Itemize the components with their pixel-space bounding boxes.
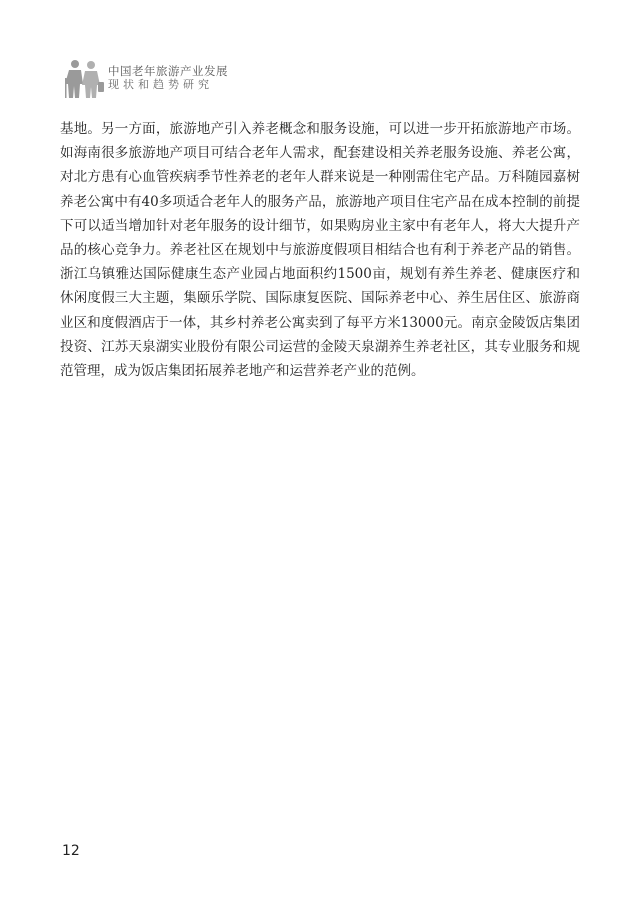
elderly-couple-silhouette-icon [62,56,106,100]
page-number: 12 [62,843,80,859]
running-header [62,56,228,100]
body-paragraph: 基地。另一方面，旅游地产引入养老概念和服务设施，可以进一步开拓旅游地产市场。如海南很多旅游地产项目可结合老年人需求，配套建设相关养老服务设施、养老公寓，对北方患有心血管疾病季节性养老的老年人群来说是一种刚需住宅产品。万科随园嘉树养老公寓中有40多项适合老年人的服务产品，旅游地产项目住宅产品在成本控制的前提下可以适当增加针对老年服务的设计细节，如果购房业主家中有老年人，将大大提升产品的核心竞争力。养老社区在规划中与旅游度假项目相结合也有利于养老产品的销售。浙江乌镇雅达国际健康生态产业园占地面积约1500亩，规划有养生养老、健康医疗和休闲度假三大主题，集颐乐学院、国际康复医院、国际养老中心、养生居住区、旅游商业区和度假酒店于一体，其乡村养老公寓卖到了每平方米13000元。南京金陵饭店集团投资、江苏天泉湖实业股份有限公司运营的金陵天泉湖养生养老社区，其专业服务和规范管理，成为饭店集团拓展养老地产和运营养老产业的范例。 [60,121,580,380]
book-title: 中国老年旅游产业发展 [108,64,228,78]
book-subtitle: 现状和趋势研究 [108,78,213,91]
